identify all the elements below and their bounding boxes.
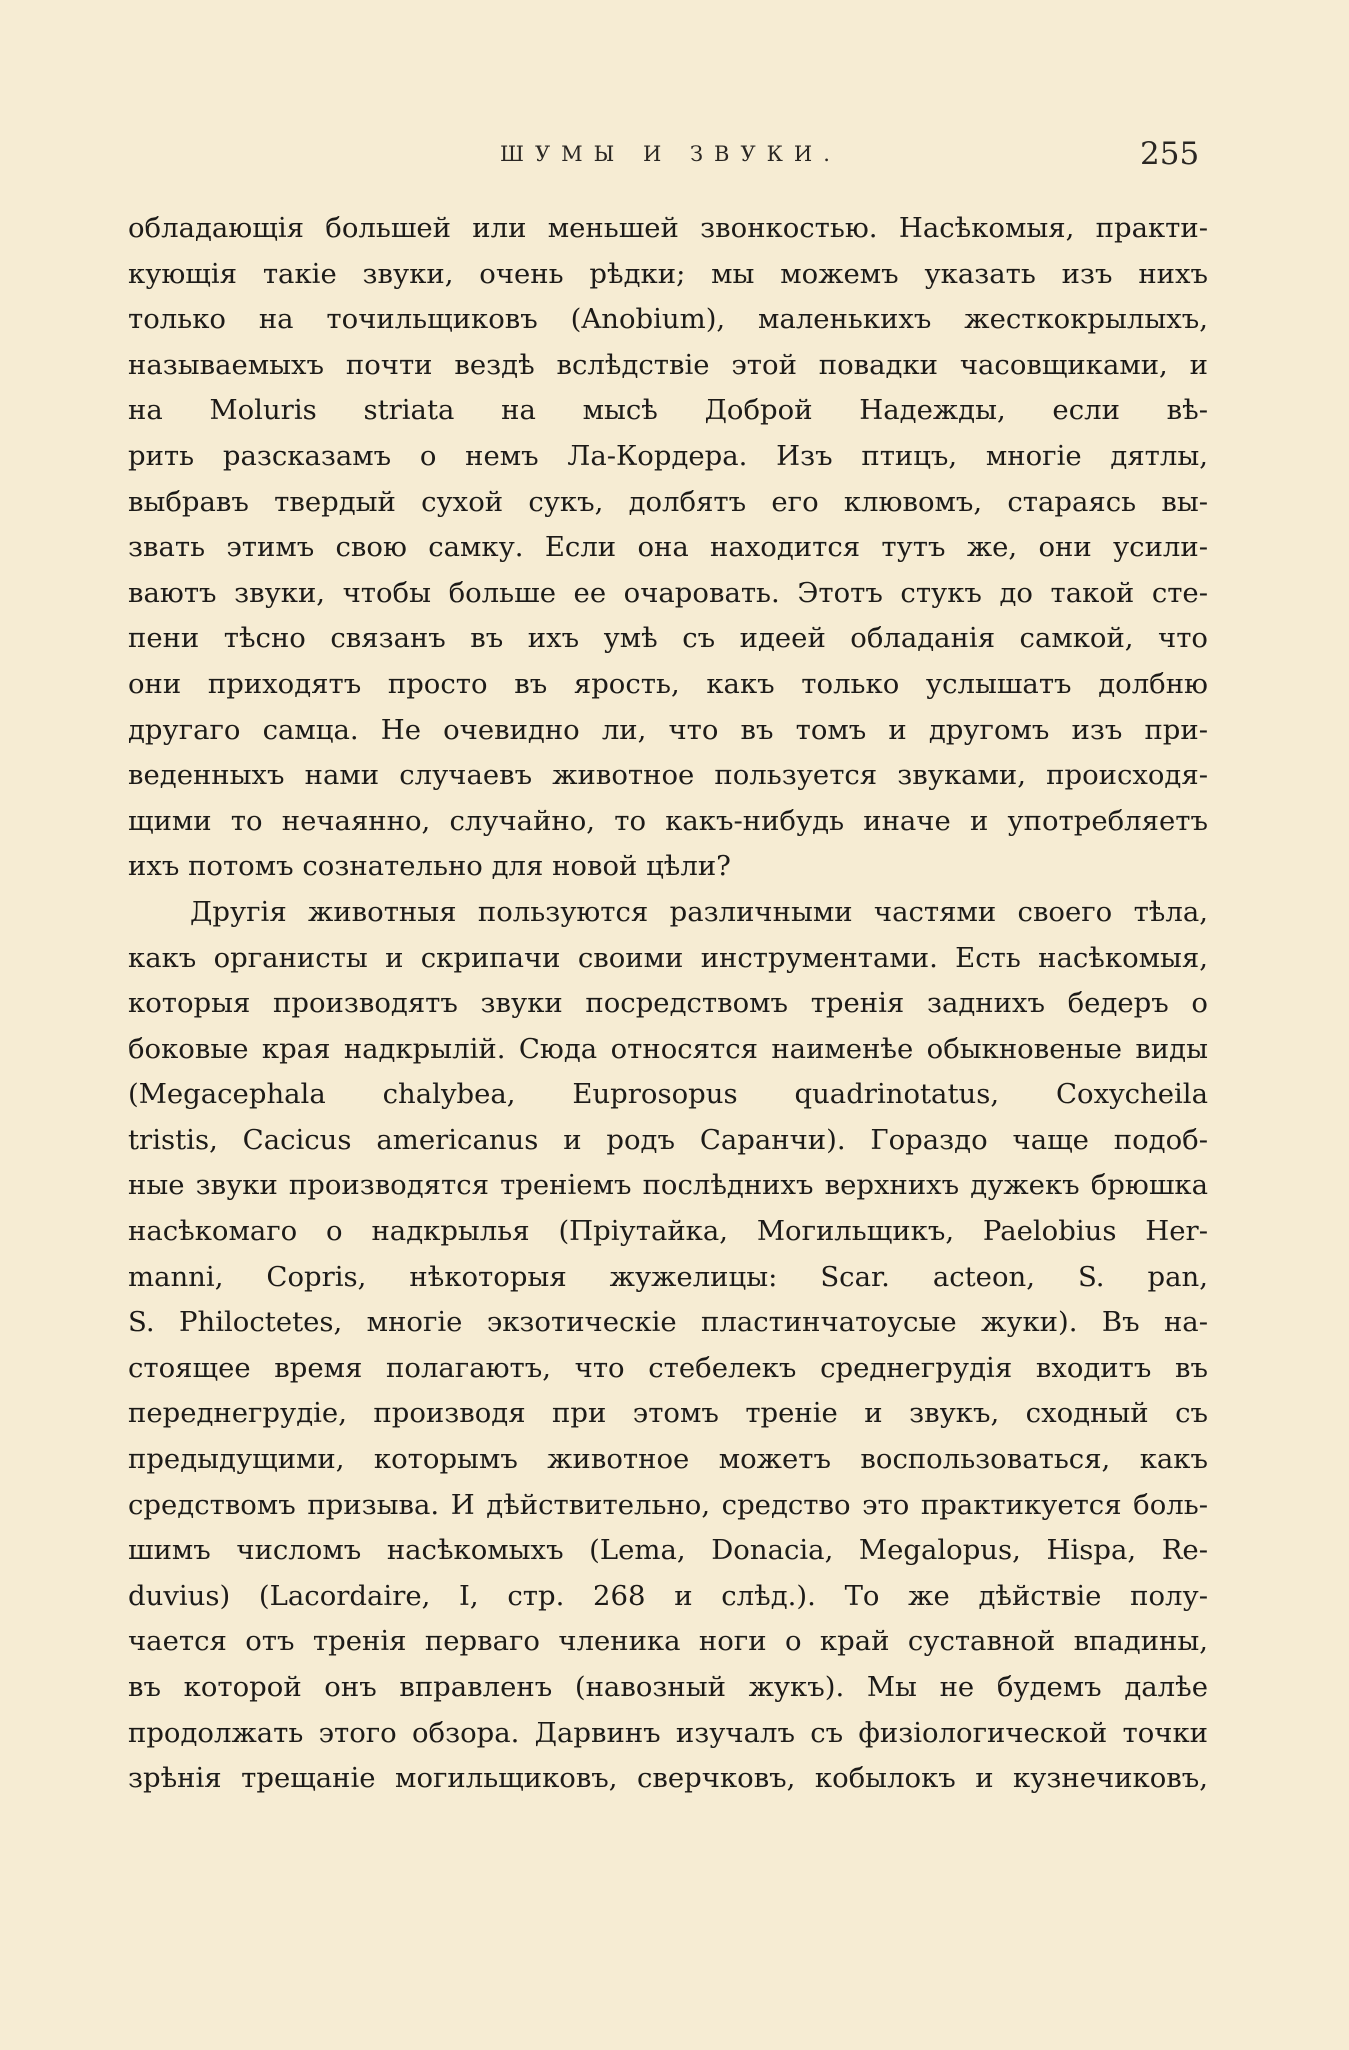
text-line: зрѣнія трещаніе могильщиковъ, сверчковъ, кобылокъ и кузнечиковъ, (128, 1762, 1208, 1795)
text-line: пени тѣсно связанъ въ ихъ умѣ съ идеей обладанія самкой, что (128, 622, 1208, 655)
text-line: звать этимъ свою самку. Если она находится тутъ же, они усили- (128, 531, 1208, 564)
text-line: предыдущими, которымъ животное можетъ воспользоваться, какъ (128, 1443, 1208, 1476)
text-line: щими то нечаянно, случайно, то какъ-нибудь иначе и употребляетъ (128, 804, 1208, 837)
text-line: duvius) (Lacordaire, I, стр. 268 и слѣд.). То же дѣйствіе полу- (128, 1579, 1208, 1612)
text-line: веденныхъ нами случаевъ животное пользуется звуками, происходя- (128, 759, 1208, 792)
text-line: продолжать этого обзора. Дарвинъ изучалъ съ физіологической точки (128, 1716, 1208, 1749)
text-line: выбравъ твердый сухой сукъ, долбятъ его клювомъ, стараясь вы- (128, 485, 1208, 518)
text-line: они приходятъ просто въ ярость, какъ только услышатъ долбню (128, 667, 1208, 700)
text-line: другаго самца. Не очевидно ли, что въ томъ и другомъ изъ при- (128, 713, 1208, 746)
running-head (0, 136, 1349, 176)
text-line: шимъ числомъ насѣкомыхъ (Lema, Donacia, Megalopus, Hispa, Re- (128, 1534, 1208, 1567)
text-line: (Megacephala chalybea, Euprosopus quadrinotatus, Coxycheila (128, 1078, 1208, 1111)
text-line: стоящее время полагаютъ, что стебелекъ среднегрудія входитъ въ (128, 1351, 1208, 1384)
text-line: Другія животныя пользуются различными частями своего тѣла, (190, 895, 1208, 928)
text-line: средствомъ призыва. И дѣйствительно, средство это практикуется боль- (128, 1488, 1208, 1521)
text-line: которыя производятъ звуки посредствомъ тренія заднихъ бедеръ о (128, 987, 1208, 1020)
text-line: ваютъ звуки, чтобы больше ее очаровать. Этотъ стукъ до такой сте- (128, 576, 1208, 609)
text-line: переднегрудіе, производя при этомъ треніе и звукъ, сходный съ (128, 1397, 1208, 1430)
paragraph-2 (128, 890, 1208, 1802)
text-line: боковые края надкрылій. Сюда относятся наименѣе обыкновеные виды (128, 1032, 1208, 1065)
paragraph-1 (128, 206, 1208, 890)
text-line: S. Philoctetes, многіе экзотическіе пластинчатоусые жуки). Въ на- (128, 1306, 1208, 1339)
text-line: tristis, Cacicus americanus и родъ Саранчи). Гораздо чаще подоб- (128, 1123, 1208, 1156)
text-line: ные звуки производятся треніемъ послѣднихъ верхнихъ дужекъ брюшка (128, 1169, 1208, 1202)
text-line: въ которой онъ вправленъ (навозный жукъ). Мы не будемъ далѣе (128, 1671, 1208, 1703)
text-line: насѣкомаго о надкрылья (Пріутайка, Могильщикъ, Paelobius Her- (128, 1215, 1208, 1248)
body-text (128, 206, 1208, 1802)
text-line: какъ органисты и скрипачи своими инструментами. Есть насѣкомыя, (128, 941, 1208, 974)
running-title: ШУМЫ И ЗВУКИ. (500, 142, 841, 166)
text-line: обладающія большей или меньшей звонкостью. Насѣкомыя, практи- (128, 212, 1208, 244)
text-line: кующія такіе звуки, очень рѣдки; мы можемъ указать изъ нихъ (128, 257, 1208, 290)
text-line: называемыхъ почти вездѣ вслѣдствіе этой повадки часовщиками, и (128, 348, 1208, 381)
text-line: чается отъ тренія перваго членика ноги о край суставной впадины, (128, 1625, 1208, 1658)
text-line: ихъ потомъ сознательно для новой цѣли? (128, 850, 731, 883)
page-number: 255 (1140, 136, 1200, 172)
text-line: manni, Copris, нѣкоторыя жужелицы: Scar. acteon, S. pan, (128, 1260, 1208, 1293)
text-line: только на точильщиковъ (Anobium), маленькихъ жесткокрылыхъ, (128, 303, 1208, 336)
text-line: рить разсказамъ о немъ Ла-Кордера. Изъ птицъ, многіе дятлы, (128, 439, 1208, 472)
text-line: на Moluris striata на мысѣ Доброй Надежды, если вѣ- (128, 394, 1208, 427)
